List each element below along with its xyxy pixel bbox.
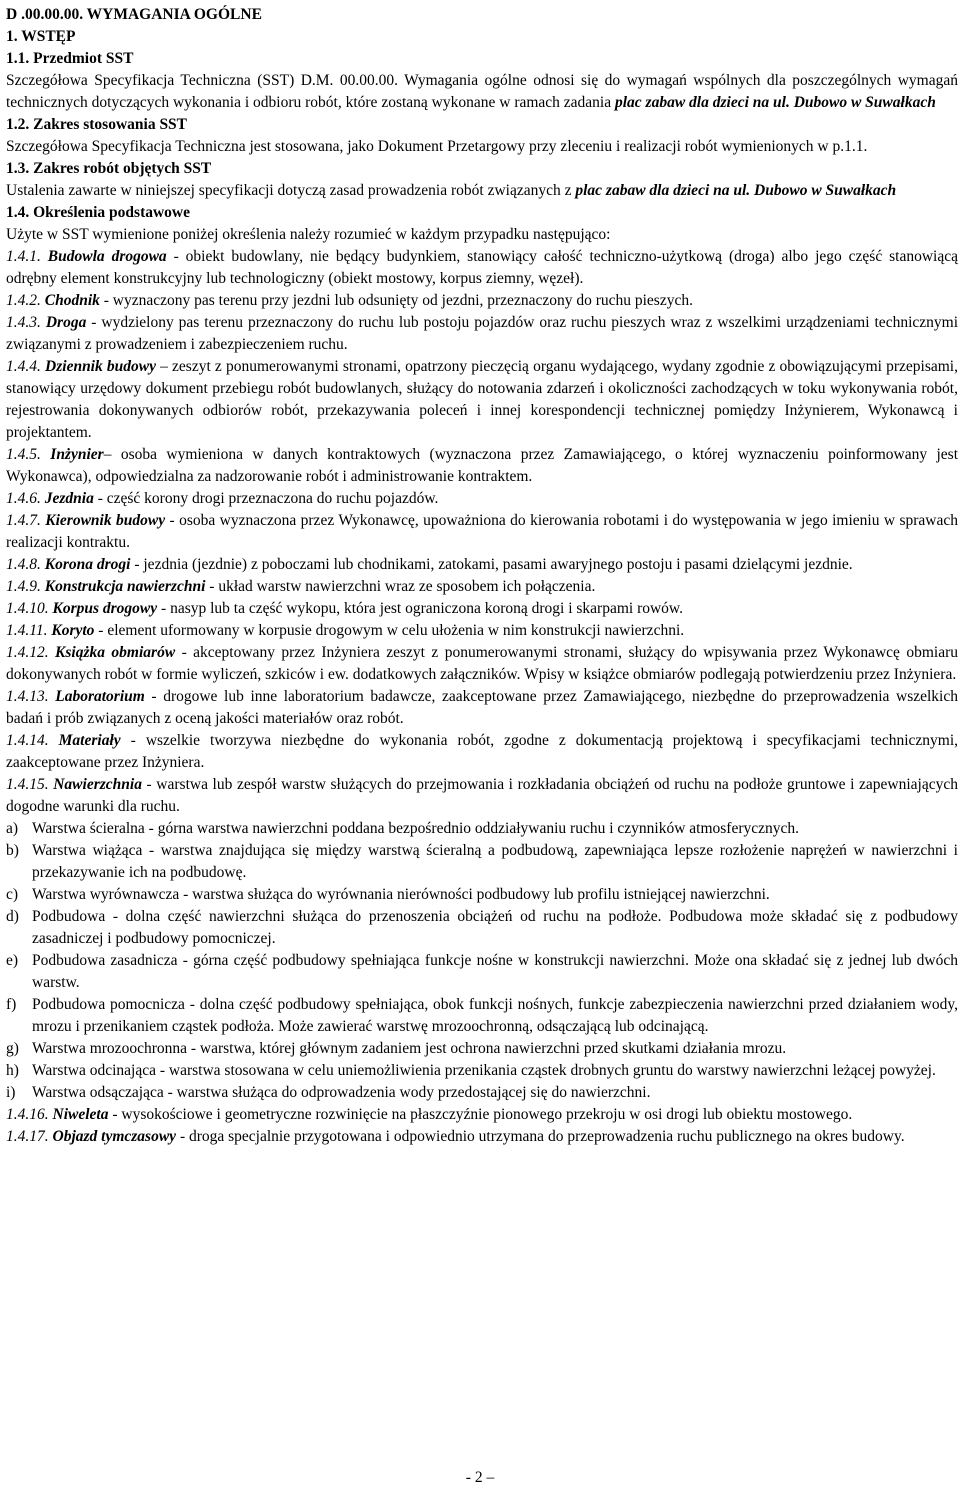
definition-text: - warstwa lub zespół warstw służących do przejmowania i rozkładania obciążeń od ruchu na podłoże gruntowe i zapewniających dogodne warunki dla ruchu. [6, 776, 959, 815]
page-number: - 2 – [465, 1469, 495, 1486]
definition-term: Materiały [58, 732, 121, 749]
layer-text: Warstwa odsączająca - warstwa służąca do odprowadzenia wody przedostającej się do nawierzchni. [32, 1084, 651, 1101]
layer-item [6, 1082, 958, 1104]
layer-text: Warstwa wiążąca - warstwa znajdująca się między warstwą ścieralną a podbudową, zapewniająca lepsze rozłożenie naprężeń w nawierzchni i przekazywanie ich na podbudowę. [32, 842, 958, 881]
layers-list [6, 818, 958, 1104]
definition-number: 1.4.3. [6, 314, 41, 331]
definition-text: - element uformowany w korpusie drogowym w celu ułożenia w nim konstrukcji nawierzchni. [94, 622, 685, 639]
definition-term: Korona drogi [44, 556, 131, 573]
definitions-list-tail [6, 1104, 958, 1148]
layer-item [6, 950, 958, 994]
layer-item [6, 994, 958, 1038]
definition-number: 1.4.14. [6, 732, 49, 749]
definition-number: 1.4.11. [6, 622, 48, 639]
definition-number: 1.4.13. [6, 688, 49, 705]
definition-term: Książka obmiarów [55, 644, 176, 661]
section-1-1-heading: 1.1. Przedmiot SST [6, 50, 134, 67]
layer-text: Podbudowa - dolna część nawierzchni służąca do przenoszenia obciążeń od ruchu na podłoże. Podbudowa może składać się z podbudowy zasadniczej i podbudowy pomocniczej. [32, 908, 958, 947]
definition-text: – zeszyt z ponumerowanymi stronami, opatrzony pieczęcią organu wydającego, wydany zgodnie z obowiązującymi przepisami, stanowiący urzędowy dokument przebiegu robót budowlanych, służący do notowania zdarzeń i okoliczności zachodzących w toku wykonywania robót, rejestrowania dokonywanych odbiorów robót, przekazywania poleceń i innej korespondencji technicznej pomiędzy Inżynierem, Wykonawcą i projektantem. [6, 358, 958, 441]
layer-label: i) [6, 1084, 16, 1101]
layer-label: f) [6, 996, 17, 1013]
definition-term: Objazd tymczasowy [52, 1128, 177, 1145]
definition-text: - część korony drogi przeznaczona do ruchu pojazdów. [93, 490, 439, 507]
definition-text: - nasyp lub ta część wykopu, która jest ograniczona koroną drogi i skarpami rowów. [157, 600, 683, 617]
definition-text: - wszelkie tworzywa niezbędne do wykonania robót, zgodne z dokumentacją projektową i specyfikacjami technicznymi, zaakceptowane przez Inżyniera. [6, 732, 958, 771]
layer-label: b) [6, 842, 19, 859]
definition-number: 1.4.15. [6, 776, 49, 793]
definition-item [6, 686, 958, 730]
definition-item [6, 642, 958, 686]
definition-term: Chodnik [44, 292, 100, 309]
definition-item [6, 290, 958, 312]
layer-label: e) [6, 952, 19, 969]
definition-number: 1.4.6. [6, 490, 41, 507]
definition-text: - obiekt budowlany, nie będący budynkiem, stanowiący całość techniczno-użytkową (droga) albo jego część stanowiącą odrębny element konstrukcyjny lub technologiczny (obiekt mostowy, korpus ziemny, węzeł). [6, 248, 958, 287]
layer-label: a) [6, 820, 19, 837]
definition-number: 1.4.5. [6, 446, 41, 463]
definition-number: 1.4.2. [6, 292, 41, 309]
layer-item [6, 1060, 958, 1082]
definition-item [6, 554, 958, 576]
definition-term: Kierownik budowy [45, 512, 166, 529]
definition-item [6, 246, 958, 290]
definition-item [6, 730, 958, 774]
definition-number: 1.4.7. [6, 512, 41, 529]
document-code-title: D .00.00.00. WYMAGANIA OGÓLNE [6, 6, 262, 23]
layer-label: g) [6, 1040, 19, 1057]
layer-text: Warstwa wyrównawcza - warstwa służąca do wyrównania nierówności podbudowy lub profilu istniejącej nawierzchni. [32, 886, 770, 903]
definition-item [6, 620, 958, 642]
definition-item [6, 312, 958, 356]
project-name: plac zabaw dla dzieci na ul. Dubowo w Suwałkach [575, 182, 897, 199]
definition-item [6, 598, 958, 620]
definition-text: - droga specjalnie przygotowana i odpowiednio utrzymana do przeprowadzenia ruchu publicznego na okres budowy. [176, 1128, 905, 1145]
definition-text: - jezdnia (jezdnie) z poboczami lub chodnikami, zatokami, pasami awaryjnego postoju i pasami dzielącymi jezdnie. [130, 556, 853, 573]
layer-text: Podbudowa pomocnicza - dolna część podbudowy spełniająca, obok funkcji nośnych, funkcje zabezpieczenia nawierzchni przed działaniem wody, mrozu i przenikaniem cząstek podłoża. Może zawierać warstwę mrozoochronną, odsączającą lub odcinającą. [32, 996, 958, 1035]
definition-item [6, 576, 958, 598]
definition-item [6, 1126, 958, 1148]
layer-item [6, 840, 958, 884]
definition-term: Nawierzchnia [53, 776, 142, 793]
definition-term: Niweleta [52, 1106, 109, 1123]
definition-term: Droga [45, 314, 87, 331]
layer-label: c) [6, 886, 19, 903]
document-page [6, 4, 958, 1148]
definition-term: Korpus drogowy [52, 600, 158, 617]
definition-text: - akceptowany przez Inżyniera zeszyt z ponumerowanymi stronami, służący do wpisywania przez Wykonawcę obmiaru dokonywanych robót w formie wyliczeń, szkiców i ew. dodatkowych załączników. Wpisy w książce obmiarów podlegają potwierdzeniu przez Inżyniera. [6, 644, 959, 683]
section-1-heading: 1. WSTĘP [6, 28, 76, 45]
definition-text: - osoba wyznaczona przez Wykonawcę, upoważniona do kierowania robotami i do występowania w jego imieniu w sprawach realizacji kontraktu. [6, 512, 958, 551]
layer-item [6, 884, 958, 906]
definition-term: Konstrukcja nawierzchni [44, 578, 206, 595]
section-1-2-text: Szczegółowa Specyfikacja Techniczna jest stosowana, jako Dokument Przetargowy przy zleceniu i realizacji robót wymienionych w p.1.1. [6, 138, 868, 155]
definition-number: 1.4.9. [6, 578, 41, 595]
layer-text: Warstwa ścieralna - górna warstwa nawierzchni poddana bezpośrednio oddziaływaniu ruchu i czynników atmosferycznych. [32, 820, 800, 837]
definition-number: 1.4.4. [6, 358, 41, 375]
definition-term: Laboratorium [55, 688, 145, 705]
definition-term: Inżynier [50, 446, 104, 463]
definition-item [6, 1104, 958, 1126]
definition-number: 1.4.16. [6, 1106, 49, 1123]
definition-number: 1.4.17. [6, 1128, 49, 1145]
definition-number: 1.4.1. [6, 248, 41, 265]
definition-item [6, 774, 958, 818]
definition-item [6, 488, 958, 510]
layer-item [6, 818, 958, 840]
definition-text: - drogowe lub inne laboratorium badawcze, zaakceptowane przez Zamawiającego, niezbędne do przeprowadzenia wszelkich badań i prób związanych z oceną jakości materiałów oraz robót. [6, 688, 958, 727]
definition-number: 1.4.10. [6, 600, 49, 617]
layer-text: Podbudowa zasadnicza - górna część podbudowy spełniająca funkcje nośne w konstrukcji nawierzchni. Może ona składać się z jednej lub dwóch warstw. [32, 952, 958, 991]
layer-text: Warstwa mrozoochronna - warstwa, której głównym zadaniem jest ochrona nawierzchni przed skutkami działania mrozu. [32, 1040, 787, 1057]
definition-term: Jezdnia [44, 490, 94, 507]
definition-term: Dziennik budowy [45, 358, 156, 375]
layer-label: d) [6, 908, 19, 925]
section-1-4-intro: Użyte w SST wymienione poniżej określenia należy rozumieć w każdym przypadku następująco: [6, 226, 611, 243]
layer-label: h) [6, 1062, 19, 1079]
definition-number: 1.4.8. [6, 556, 41, 573]
layer-item [6, 1038, 958, 1060]
definition-text: – osoba wymieniona w danych kontraktowych (wyznaczona przez Zamawiającego, o której wyznaczeniu poinformowany jest Wykonawca), odpowiedzialna za nadzorowanie robót i administrowanie kontraktem. [6, 446, 958, 485]
section-1-1-text: Szczegółowa Specyfikacja Techniczna (SST) D.M. 00.00.00. Wymagania ogólne odnosi się do wymagań wspólnych dla poszczególnych wymagań technicznych dotyczących wykonania i odbioru robót, które zostaną wykonane w ramach zadania plac zabaw dla dzieci na ul. Dubowo w Suwałkach [6, 72, 958, 111]
definition-item [6, 444, 958, 488]
definition-text: - wydzielony pas terenu przeznaczony do ruchu lub postoju pojazdów oraz ruchu pieszych wraz z wszelkimi urządzeniami technicznymi związanymi z prowadzeniem i zabezpieczeniem ruchu. [6, 314, 958, 353]
section-1-3-text: Ustalenia zawarte w niniejszej specyfikacji dotyczą zasad prowadzenia robót związanych z plac zabaw dla dzieci na ul. Dubowo w Suwałkach [6, 182, 897, 199]
definition-item [6, 510, 958, 554]
definition-text: - układ warstw nawierzchni wraz ze sposobem ich połączenia. [205, 578, 596, 595]
section-1-2-heading: 1.2. Zakres stosowania SST [6, 116, 188, 133]
section-1-3-heading: 1.3. Zakres robót objętych SST [6, 160, 212, 177]
definitions-list [6, 246, 958, 818]
definition-text: - wyznaczony pas terenu przy jezdni lub odsunięty od jezdni, przeznaczony do ruchu pieszych. [99, 292, 693, 309]
definition-item [6, 356, 958, 444]
definition-text: - wysokościowe i geometryczne rozwinięcie na płaszczyźnie pionowego przekroju w osi drogi lub obiektu mostowego. [108, 1106, 853, 1123]
project-name: plac zabaw dla dzieci na ul. Dubowo w Suwałkach [615, 94, 936, 111]
definition-number: 1.4.12. [6, 644, 49, 661]
definition-term: Budowla drogowa [47, 248, 167, 265]
section-1-4-heading: 1.4. Określenia podstawowe [6, 204, 191, 221]
definition-term: Koryto [51, 622, 95, 639]
layer-text: Warstwa odcinająca - warstwa stosowana w celu uniemożliwienia przenikania cząstek drobnych gruntu do warstwy nawierzchni leżącej powyżej. [32, 1062, 936, 1079]
layer-item [6, 906, 958, 950]
